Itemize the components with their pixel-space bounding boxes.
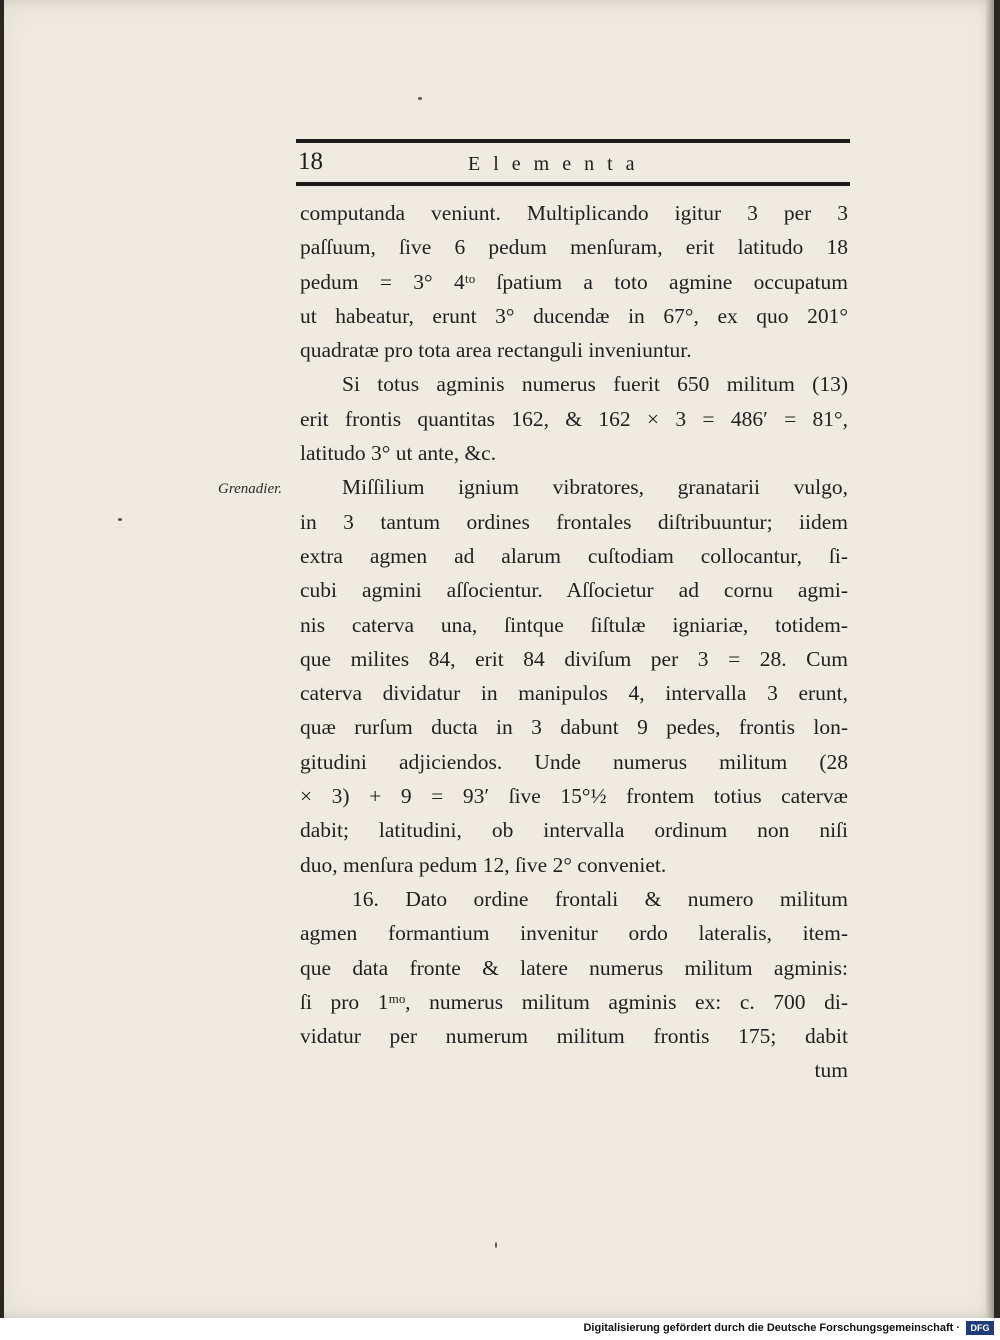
text-line: cubi agmini aſſocientur. Aſſocietur ad cornu agmi- <box>300 578 848 603</box>
text-line: duo, menſura pedum 12, ſive 2° conveniet. <box>300 852 667 877</box>
paper-speck <box>418 97 422 100</box>
text-line: ut habeatur, erunt 3° ducendæ in 67°, ex quo 201° <box>300 303 848 328</box>
text-line: que milites 84, erit 84 diviſum per 3 = 28. Cum <box>300 646 848 671</box>
text-line: quæ rurſum ducta in 3 dabunt 9 pedes, frontis lon- <box>300 715 848 740</box>
text-line: agmen formantium invenitur ordo lateralis, item- <box>300 921 848 946</box>
running-head: Elementa <box>468 153 648 175</box>
footer-credit: Digitalisierung gefördert durch die Deutsche Forschungsgemeinschaft · <box>583 1322 960 1334</box>
header-rule-bottom <box>296 182 850 186</box>
text-line: caterva dividatur in manipulos 4, intervalla 3 erunt, <box>300 681 848 706</box>
text-line: in 3 tantum ordines frontales diſtribuuntur; iidem <box>300 509 848 534</box>
text-line: paſſuum, ſive 6 pedum menſuram, erit latitudo 18 <box>300 235 848 260</box>
paper-speck <box>495 1242 497 1248</box>
text-line: erit frontis quantitas 162, & 162 × 3 = 486′ = 81°, <box>300 406 848 431</box>
text-line: latitudo 3° ut ante, &c. <box>300 441 497 466</box>
header-rule-top <box>296 139 850 143</box>
text-line: × 3) + 9 = 93′ ſive 15°½ frontem totius catervæ <box>300 784 848 809</box>
text-line: nis caterva una, ſintque ſiſtulæ igniariæ, totidem- <box>300 612 848 637</box>
text-line: computanda veniunt. Multiplicando igitur 3 per 3 <box>300 201 848 225</box>
text-line: 16. Dato ordine frontali & numero militum <box>352 886 848 911</box>
text-line: vidatur per numerum militum frontis 175; dabit <box>300 1024 848 1049</box>
text-line: Si totus agminis numerus fuerit 650 militum (13) <box>342 372 848 397</box>
body-text <box>300 196 848 1088</box>
text-line: extra agmen ad alarum cuſtodiam collocantur, ſi- <box>300 543 848 568</box>
page-edge <box>986 0 994 1318</box>
text-line: ſi pro 1ᵐᵒ, numerus militum agminis ex: c. 700 di- <box>300 989 848 1014</box>
text-line: dabit; latitudini, ob intervalla ordinum non niſi <box>300 818 848 843</box>
dfg-logo: DFG <box>966 1321 994 1335</box>
page-number: 18 <box>298 148 323 175</box>
text-line: gitudini adjiciendos. Unde numerus militum (28 <box>300 749 848 774</box>
text-line: quadratæ pro tota area rectanguli inveniuntur. <box>300 338 692 363</box>
text-line: Miſſilium ignium vibratores, granatarii vulgo, <box>342 475 848 500</box>
marginal-note: Grenadier. <box>218 481 283 497</box>
text-line: que data fronte & latere numerus militum agminis: <box>300 955 848 980</box>
text-line: pedum = 3° 4ᵗᵒ ſpatium a toto agmine occupatum <box>300 269 848 294</box>
paper-speck <box>118 518 122 521</box>
catchword: tum <box>814 1058 848 1083</box>
